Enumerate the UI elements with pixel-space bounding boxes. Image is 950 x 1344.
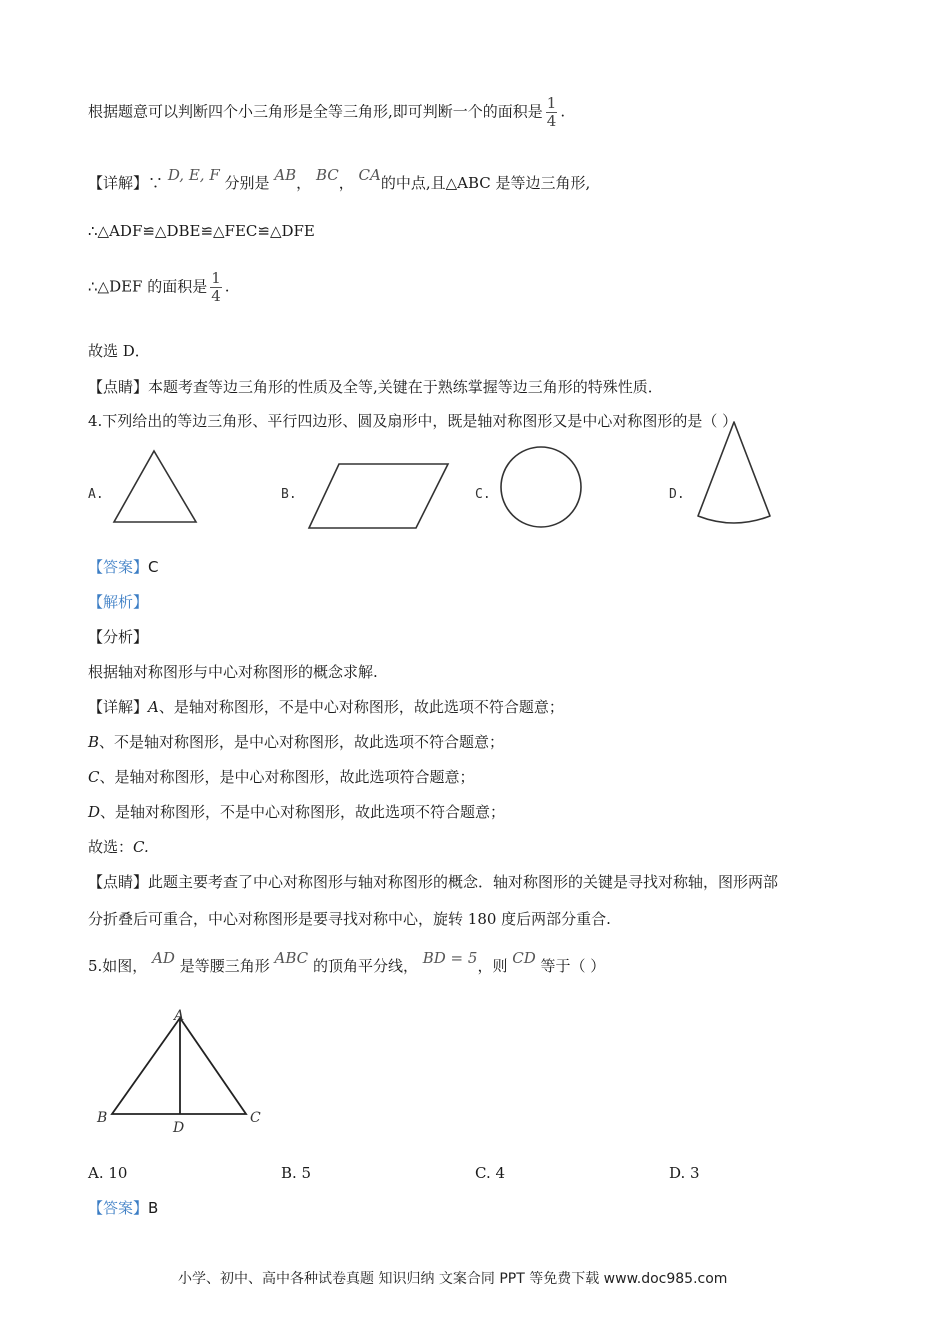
intro-line: 根据题意可以判断四个小三角形是全等三角形,即可判断一个的面积是 $\frac{1}{4}$ .: [88, 94, 566, 130]
q4-detail-c: C、是轴对称图形，是中心对称图形，故此选项符合题意；: [88, 768, 475, 786]
q4-choice: 故选：C.: [88, 838, 149, 856]
parallelogram-figure: [307, 462, 450, 530]
fig-label-d: D: [173, 1120, 185, 1136]
q4-option-d-label: D.: [669, 487, 685, 502]
intro-text: 根据题意可以判断四个小三角形是全等三角形,即可判断一个的面积是: [88, 102, 543, 121]
page-footer: 小学、初中、高中各种试卷真题 知识归纳 文案合同 PPT 等免费下载 www.doc985.com: [178, 1271, 728, 1287]
q4-question: 4.下列给出的等边三角形、平行四边形、圆及扇形中，既是轴对称图形又是中心对称图形的是（ ）: [88, 412, 738, 430]
q4-option-c-label: C.: [475, 487, 491, 502]
fig-label-b: B: [97, 1110, 108, 1126]
circle-figure: [499, 445, 585, 531]
q4-detail-a: 【详解】A、是轴对称图形，不是中心对称图形，故此选项不符合题意；: [88, 698, 564, 716]
q4-option-a-label: A.: [88, 487, 104, 502]
q3-comment: 【点睛】本题考查等边三角形的性质及全等,关键在于熟练掌握等边三角形的特殊性质．: [88, 378, 663, 396]
area-fraction: $\frac{1}{4}$: [211, 269, 221, 305]
sector-figure: [696, 420, 774, 528]
q4-option-b-label: B.: [281, 487, 297, 502]
q5-option-d: D. 3: [669, 1164, 700, 1182]
q4-detail-d: D、是轴对称图形，不是中心对称图形，故此选项不符合题意；: [88, 803, 506, 821]
q4-fenxi-tag: 【分析】: [88, 628, 149, 646]
triangle-figure: [112, 449, 198, 525]
q4-analysis-tag: 【解析】: [88, 593, 149, 611]
q5-option-b: B. 5: [281, 1164, 312, 1182]
q4-comment-2: 分折叠后可重合，中心对称图形是要寻找对称中心，旋转 180 度后两部分重合.: [88, 910, 611, 928]
q5-option-c: C. 4: [475, 1164, 506, 1182]
q4-answer: 【答案】C: [88, 558, 159, 576]
fig-label-a: A: [174, 1008, 185, 1024]
q3-congruent-line: ∴△ADF≌△DBE≌△FEC≌△DFE: [88, 222, 315, 240]
q4-comment-1: 【点睛】此题主要考查了中心对称图形与轴对称图形的概念．轴对称图形的关键是寻找对称轴，图形两部: [88, 873, 779, 891]
isosceles-triangle-figure: [95, 1006, 270, 1136]
q3-detail-line: 【详解】∵ D, E, F 分别是 AB， BC， CA的中点,且△ABC 是等边三角形,: [88, 166, 591, 192]
math-def: D, E, F: [167, 166, 220, 184]
q3-choice: 故选 D．: [88, 342, 150, 360]
q4-detail-b: B、不是轴对称图形，是中心对称图形，故此选项不符合题意；: [88, 733, 505, 751]
q5-answer: 【答案】B: [88, 1199, 159, 1217]
q4-fenxi: 根据轴对称图形与中心对称图形的概念求解.: [88, 663, 378, 681]
q5-question: 5.如图， AD 是等腰三角形 ABC 的顶角平分线， BD = 5，则 CD 等于（ ）: [88, 949, 606, 975]
q5-option-a: A. 10: [88, 1164, 128, 1182]
fig-label-c: C: [250, 1110, 261, 1126]
q3-area-line: ∴△DEF 的面积是 $\frac{1}{4}$ .: [88, 269, 230, 305]
intro-fraction: $\frac{1}{4}$: [546, 94, 557, 130]
